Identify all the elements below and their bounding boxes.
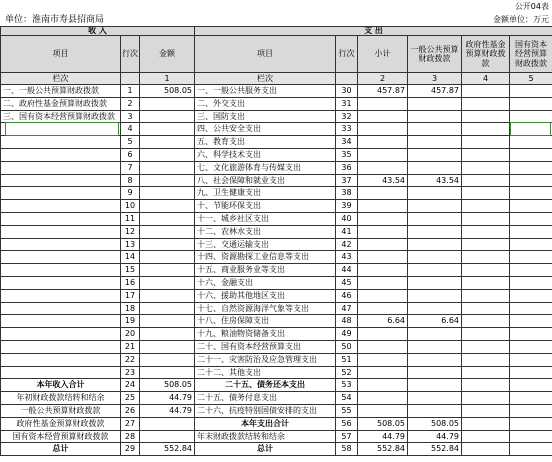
income-item-label[interactable]: 政府性基金预算财政拨款	[0, 417, 121, 431]
income-row-no[interactable]: 6	[120, 148, 140, 162]
lanci-income-amount[interactable]: 1	[139, 72, 195, 85]
expense-general-budget-cell[interactable]	[407, 340, 462, 354]
expense-item-label[interactable]: 三、国防支出	[194, 110, 336, 123]
expense-row-no[interactable]: 58	[335, 442, 358, 456]
income-row-no[interactable]: 22	[120, 353, 140, 367]
expense-row-no[interactable]: 38	[335, 186, 358, 200]
income-amount-cell[interactable]	[139, 212, 195, 226]
expense-item-label[interactable]: 二十五、债务还本支出	[194, 378, 336, 392]
expense-state-capital-cell[interactable]	[509, 148, 552, 162]
expense-subtotal-cell[interactable]	[357, 186, 408, 200]
expense-general-budget-cell[interactable]: 552.84	[407, 442, 462, 456]
expense-subtotal-cell[interactable]: 44.79	[357, 430, 408, 443]
income-amount-cell[interactable]: 44.79	[139, 404, 195, 418]
expense-general-budget-cell[interactable]	[407, 263, 462, 277]
expense-state-capital-cell[interactable]	[509, 161, 552, 175]
expense-gov-fund-cell[interactable]	[461, 122, 510, 136]
expense-general-budget-cell[interactable]	[407, 250, 462, 264]
expense-subtotal-cell[interactable]	[357, 122, 408, 136]
expense-state-capital-cell[interactable]	[509, 135, 552, 149]
expense-gov-fund-cell[interactable]	[461, 314, 510, 328]
expense-item-label[interactable]: 四、公共安全支出	[194, 122, 336, 136]
income-amount-cell[interactable]	[139, 161, 195, 175]
expense-state-capital-cell[interactable]	[509, 378, 552, 392]
expense-state-capital-cell[interactable]	[509, 340, 552, 354]
expense-item-label[interactable]: 六、科学技术支出	[194, 148, 336, 162]
income-item-label[interactable]	[0, 212, 121, 226]
expense-state-capital-cell[interactable]	[509, 212, 552, 226]
income-item-label[interactable]: 本年收入合计	[0, 378, 121, 392]
income-amount-cell[interactable]	[139, 327, 195, 341]
expense-gov-fund-cell[interactable]	[461, 84, 510, 98]
expense-gov-fund-cell[interactable]	[461, 417, 510, 431]
expense-state-capital-cell[interactable]	[509, 263, 552, 277]
header-state-capital[interactable]: 国有资本经营预算财政拨款	[509, 35, 552, 73]
expense-item-label[interactable]: 十四、资源勘探工业信息等支出	[194, 250, 336, 264]
expense-state-capital-cell[interactable]	[509, 417, 552, 431]
expense-item-label[interactable]: 二十二、其他支出	[194, 366, 336, 379]
income-item-label[interactable]	[0, 250, 121, 264]
expense-item-label[interactable]: 二十五、债务付息支出	[194, 391, 336, 405]
income-item-label[interactable]	[0, 186, 121, 200]
expense-subtotal-cell[interactable]: 508.05	[357, 417, 408, 431]
expense-subtotal-cell[interactable]: 6.64	[357, 314, 408, 328]
expense-gov-fund-cell[interactable]	[461, 378, 510, 392]
expense-item-label[interactable]: 十二、农林水支出	[194, 225, 336, 239]
header-subtotal[interactable]: 小计	[357, 35, 408, 73]
expense-gov-fund-cell[interactable]	[461, 225, 510, 239]
income-row-no[interactable]: 16	[120, 276, 140, 290]
expense-row-no[interactable]: 45	[335, 276, 358, 290]
expense-general-budget-cell[interactable]	[407, 212, 462, 226]
expense-row-no[interactable]: 40	[335, 212, 358, 226]
expense-subtotal-cell[interactable]	[357, 289, 408, 303]
expense-gov-fund-cell[interactable]	[461, 289, 510, 303]
expense-subtotal-cell[interactable]	[357, 353, 408, 367]
expense-state-capital-cell[interactable]	[509, 404, 552, 418]
expense-row-no[interactable]: 31	[335, 97, 358, 111]
expense-row-no[interactable]: 49	[335, 327, 358, 341]
expense-item-label[interactable]: 十六、金融支出	[194, 276, 336, 290]
expense-row-no[interactable]: 51	[335, 353, 358, 367]
expense-item-label[interactable]: 本年支出合计	[194, 417, 336, 431]
expense-row-no[interactable]: 30	[335, 84, 358, 98]
expense-general-budget-cell[interactable]	[407, 378, 462, 392]
expense-item-label[interactable]: 十五、商业服务业等支出	[194, 263, 336, 277]
expense-gov-fund-cell[interactable]	[461, 161, 510, 175]
income-amount-cell[interactable]	[139, 289, 195, 303]
expense-general-budget-cell[interactable]	[407, 186, 462, 200]
expense-row-no[interactable]: 34	[335, 135, 358, 149]
income-row-no[interactable]: 13	[120, 238, 140, 251]
expense-subtotal-cell[interactable]	[357, 148, 408, 162]
expense-row-no[interactable]: 39	[335, 199, 358, 213]
expense-row-no[interactable]: 46	[335, 289, 358, 303]
expense-row-no[interactable]: 43	[335, 250, 358, 264]
expense-row-no[interactable]: 47	[335, 302, 358, 315]
income-item-label[interactable]: 二、政府性基金预算财政拨款	[0, 97, 121, 111]
expense-subtotal-cell[interactable]: 457.87	[357, 84, 408, 98]
income-row-no[interactable]: 2	[120, 97, 140, 111]
income-item-label[interactable]	[0, 148, 121, 162]
expense-general-budget-cell[interactable]: 6.64	[407, 314, 462, 328]
expense-subtotal-cell[interactable]: 43.54	[357, 174, 408, 187]
expense-subtotal-cell[interactable]	[357, 250, 408, 264]
expense-item-label[interactable]: 七、文化旅游体育与传媒支出	[194, 161, 336, 175]
income-amount-cell[interactable]	[139, 340, 195, 354]
lanci-subtotal[interactable]: 2	[357, 72, 408, 85]
income-row-no[interactable]: 27	[120, 417, 140, 431]
expense-row-no[interactable]: 48	[335, 314, 358, 328]
expense-state-capital-cell[interactable]	[509, 353, 552, 367]
income-row-no[interactable]: 29	[120, 442, 140, 456]
income-item-label[interactable]	[0, 263, 121, 277]
income-row-no[interactable]: 17	[120, 289, 140, 303]
expense-subtotal-cell[interactable]	[357, 404, 408, 418]
income-item-label[interactable]: 三、国有资本经营预算财政拨款	[0, 110, 121, 123]
expense-item-label[interactable]: 五、教育支出	[194, 135, 336, 149]
money-unit-label: 金额单位：万元	[493, 15, 549, 24]
expense-gov-fund-cell[interactable]	[461, 135, 510, 149]
expense-subtotal-cell[interactable]	[357, 391, 408, 405]
expense-general-budget-cell[interactable]: 44.79	[407, 430, 462, 443]
expense-general-budget-cell[interactable]: 457.87	[407, 84, 462, 98]
expense-item-label[interactable]: 一、一般公共服务支出	[194, 84, 336, 98]
expense-subtotal-cell[interactable]	[357, 340, 408, 354]
expense-item-label[interactable]: 十九、粮油物资储备支出	[194, 327, 336, 341]
header-gov-fund[interactable]: 政府性基金预算财政拨款	[461, 35, 510, 73]
expense-row-no[interactable]: 54	[335, 391, 358, 405]
expense-general-budget-cell[interactable]	[407, 391, 462, 405]
expense-item-label[interactable]: 十六、援助其他地区支出	[194, 289, 336, 303]
income-row-no[interactable]: 8	[120, 174, 140, 187]
income-row-no[interactable]: 9	[120, 186, 140, 200]
expense-state-capital-cell[interactable]	[509, 250, 552, 264]
expense-subtotal-cell[interactable]	[357, 378, 408, 392]
expense-row-no[interactable]: 50	[335, 340, 358, 354]
expense-gov-fund-cell[interactable]	[461, 276, 510, 290]
expense-row-no[interactable]: 37	[335, 174, 358, 187]
expense-gov-fund-cell[interactable]	[461, 391, 510, 405]
cell-selection-income	[5, 122, 119, 136]
expense-subtotal-cell[interactable]	[357, 97, 408, 111]
income-row-no[interactable]: 24	[120, 378, 140, 392]
income-row-no[interactable]: 4	[120, 122, 140, 136]
expense-state-capital-cell[interactable]	[509, 442, 552, 456]
income-item-label[interactable]: 一、一般公共预算财政拨款	[0, 84, 121, 98]
top-right-label: 公开04表	[514, 2, 549, 11]
income-row-no[interactable]: 20	[120, 327, 140, 341]
expense-subtotal-cell[interactable]	[357, 263, 408, 277]
income-row-no[interactable]: 21	[120, 340, 140, 354]
expense-item-label[interactable]: 十八、住房保障支出	[194, 314, 336, 328]
lanci-expense-label[interactable]: 栏次	[194, 72, 336, 85]
header-expense-row-no[interactable]: 行次	[335, 35, 358, 73]
expense-general-budget-cell[interactable]: 43.54	[407, 174, 462, 187]
income-row-no[interactable]: 19	[120, 314, 140, 328]
expense-gov-fund-cell[interactable]	[461, 186, 510, 200]
expense-state-capital-cell[interactable]	[509, 97, 552, 111]
expense-item-label[interactable]: 年末财政拨款结转和结余	[194, 430, 336, 443]
expense-item-label[interactable]: 十三、交通运输支出	[194, 238, 336, 251]
expense-row-no[interactable]: 32	[335, 110, 358, 123]
expense-subtotal-cell[interactable]	[357, 135, 408, 149]
income-row-no[interactable]: 14	[120, 250, 140, 264]
unit-label: 单位：淮南市寿县招商局	[5, 15, 105, 25]
income-row-no[interactable]: 7	[120, 161, 140, 175]
income-row-no[interactable]: 15	[120, 263, 140, 277]
income-row-no[interactable]: 11	[120, 212, 140, 226]
income-item-label[interactable]	[0, 327, 121, 341]
expense-general-budget-cell[interactable]	[407, 289, 462, 303]
income-row-no[interactable]: 5	[120, 135, 140, 149]
expense-gov-fund-cell[interactable]	[461, 340, 510, 354]
expense-item-label[interactable]: 二、外交支出	[194, 97, 336, 111]
expense-item-label[interactable]: 八、社会保障和就业支出	[194, 174, 336, 187]
expense-row-no[interactable]: 36	[335, 161, 358, 175]
expense-state-capital-cell[interactable]	[509, 327, 552, 341]
expense-gov-fund-cell[interactable]	[461, 442, 510, 456]
income-item-label[interactable]: 一般公共预算财政拨款	[0, 404, 121, 418]
expense-item-label[interactable]: 十七、自然资源海洋气象等支出	[194, 302, 336, 315]
expense-general-budget-cell[interactable]	[407, 148, 462, 162]
expense-gov-fund-cell[interactable]	[461, 148, 510, 162]
lanci-general-budget[interactable]: 3	[407, 72, 462, 85]
income-row-no[interactable]: 26	[120, 404, 140, 418]
expense-subtotal-cell[interactable]	[357, 276, 408, 290]
income-item-label[interactable]	[0, 314, 121, 328]
income-amount-cell[interactable]: 552.84	[139, 442, 195, 456]
income-amount-cell[interactable]	[139, 314, 195, 328]
expense-item-label[interactable]: 二十一、灾害防治及应急管理支出	[194, 353, 336, 367]
income-section-header[interactable]: 收 入	[0, 26, 195, 36]
income-amount-cell[interactable]	[139, 148, 195, 162]
income-item-label[interactable]: 总计	[0, 442, 121, 456]
income-row-no[interactable]: 18	[120, 302, 140, 315]
expense-subtotal-cell[interactable]	[357, 327, 408, 341]
expense-subtotal-cell[interactable]	[357, 161, 408, 175]
expense-subtotal-cell[interactable]: 552.84	[357, 442, 408, 456]
expense-subtotal-cell[interactable]	[357, 199, 408, 213]
expense-row-no[interactable]: 44	[335, 263, 358, 277]
income-item-label[interactable]	[0, 276, 121, 290]
expense-subtotal-cell[interactable]	[357, 212, 408, 226]
income-item-label[interactable]	[0, 225, 121, 239]
expense-general-budget-cell[interactable]	[407, 97, 462, 111]
header-income-row-no[interactable]: 行次	[120, 35, 140, 73]
expense-state-capital-cell[interactable]	[509, 84, 552, 98]
expense-gov-fund-cell[interactable]	[461, 404, 510, 418]
expense-state-capital-cell[interactable]	[509, 186, 552, 200]
expense-row-no[interactable]: 52	[335, 366, 358, 379]
income-amount-cell[interactable]: 44.79	[139, 391, 195, 405]
income-amount-cell[interactable]	[139, 417, 195, 431]
income-row-no[interactable]: 23	[120, 366, 140, 379]
cell-selection-state-capital	[510, 122, 551, 136]
expense-state-capital-cell[interactable]	[509, 314, 552, 328]
header-income-item[interactable]: 项目	[0, 35, 121, 73]
income-amount-cell[interactable]	[139, 186, 195, 200]
expense-gov-fund-cell[interactable]	[461, 212, 510, 226]
income-amount-cell[interactable]	[139, 122, 195, 136]
expense-state-capital-cell[interactable]	[509, 289, 552, 303]
expense-row-no[interactable]: 35	[335, 148, 358, 162]
expense-row-no[interactable]: 41	[335, 225, 358, 239]
income-item-label[interactable]	[0, 289, 121, 303]
expense-state-capital-cell[interactable]	[509, 199, 552, 213]
expense-general-budget-cell[interactable]	[407, 161, 462, 175]
expense-item-label[interactable]: 十、节能环保支出	[194, 199, 336, 213]
expense-general-budget-cell[interactable]	[407, 404, 462, 418]
income-amount-cell[interactable]	[139, 135, 195, 149]
expense-row-no[interactable]: 55	[335, 404, 358, 418]
expense-item-label[interactable]: 九、卫生健康支出	[194, 186, 336, 200]
header-expense-item[interactable]: 项目	[194, 35, 336, 73]
income-row-no[interactable]: 1	[120, 84, 140, 98]
income-amount-cell[interactable]	[139, 263, 195, 277]
expense-item-label[interactable]: 十一、城乡社区支出	[194, 212, 336, 226]
expense-general-budget-cell[interactable]	[407, 199, 462, 213]
expense-gov-fund-cell[interactable]	[461, 353, 510, 367]
income-amount-cell[interactable]: 508.05	[139, 84, 195, 98]
expense-general-budget-cell[interactable]	[407, 122, 462, 136]
expense-row-no[interactable]: 57	[335, 430, 358, 443]
expense-gov-fund-cell[interactable]	[461, 199, 510, 213]
lanci-gov-fund[interactable]: 4	[461, 72, 510, 85]
expense-item-label[interactable]: 二十六、抗疫特别国债安排的支出	[194, 404, 336, 418]
expense-general-budget-cell[interactable]	[407, 135, 462, 149]
income-item-label[interactable]: 年初财政拨款结转和结余	[0, 391, 121, 405]
expense-state-capital-cell[interactable]	[509, 276, 552, 290]
income-amount-cell[interactable]	[139, 97, 195, 111]
expense-general-budget-cell[interactable]	[407, 353, 462, 367]
expense-gov-fund-cell[interactable]	[461, 250, 510, 264]
income-item-label[interactable]	[0, 135, 121, 149]
income-item-label[interactable]	[0, 353, 121, 367]
income-row-no[interactable]: 10	[120, 199, 140, 213]
expense-gov-fund-cell[interactable]	[461, 327, 510, 341]
income-amount-cell[interactable]	[139, 199, 195, 213]
income-item-label[interactable]: 国有资本经营预算财政拨款	[0, 430, 121, 443]
header-general-budget[interactable]: 一般公共预算财政拨款	[407, 35, 462, 73]
expense-state-capital-cell[interactable]	[509, 225, 552, 239]
expense-general-budget-cell[interactable]: 508.05	[407, 417, 462, 431]
income-row-no[interactable]: 25	[120, 391, 140, 405]
expense-row-no[interactable]: 53	[335, 378, 358, 392]
expense-gov-fund-cell[interactable]	[461, 97, 510, 111]
lanci-income-label[interactable]: 栏次	[0, 72, 121, 85]
lanci-state-capital[interactable]: 5	[509, 72, 552, 85]
expense-row-no[interactable]: 56	[335, 417, 358, 431]
income-row-no[interactable]: 12	[120, 225, 140, 239]
income-row-no[interactable]: 3	[120, 110, 140, 123]
income-amount-cell[interactable]	[139, 225, 195, 239]
income-amount-cell[interactable]	[139, 250, 195, 264]
income-item-label[interactable]	[0, 340, 121, 354]
expense-state-capital-cell[interactable]	[509, 391, 552, 405]
expense-general-budget-cell[interactable]	[407, 327, 462, 341]
expense-row-no[interactable]: 42	[335, 238, 358, 251]
income-item-label[interactable]	[0, 199, 121, 213]
expense-gov-fund-cell[interactable]	[461, 263, 510, 277]
income-amount-cell[interactable]: 508.05	[139, 378, 195, 392]
expense-row-no[interactable]: 33	[335, 122, 358, 136]
income-row-no[interactable]: 28	[120, 430, 140, 443]
expense-general-budget-cell[interactable]	[407, 225, 462, 239]
expense-item-label[interactable]: 二十、国有资本经营预算支出	[194, 340, 336, 354]
income-item-label[interactable]	[0, 161, 121, 175]
income-amount-cell[interactable]	[139, 353, 195, 367]
expense-subtotal-cell[interactable]	[357, 225, 408, 239]
income-amount-cell[interactable]	[139, 276, 195, 290]
header-income-amount[interactable]: 金额	[139, 35, 195, 73]
expense-section-header[interactable]: 支 出	[194, 26, 552, 36]
expense-item-label[interactable]: 总计	[194, 442, 336, 456]
expense-general-budget-cell[interactable]	[407, 276, 462, 290]
